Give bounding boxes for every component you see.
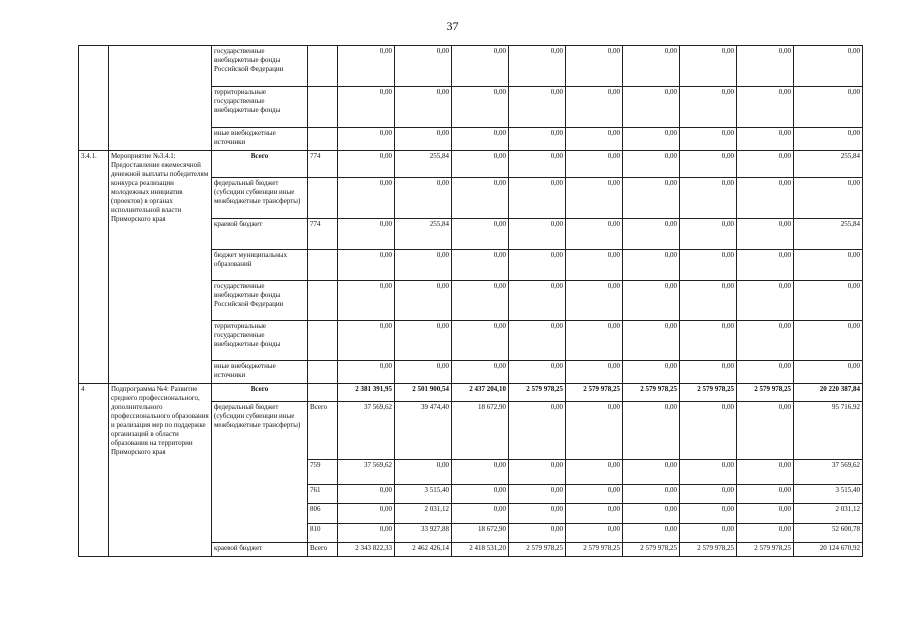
value-cell: 0,00	[737, 460, 794, 485]
value-cell: 0,00	[395, 361, 452, 384]
value-cell: 0,00	[509, 321, 566, 361]
value-cell: 0,00	[509, 87, 566, 128]
total-cell: 0,00	[794, 361, 863, 384]
value-cell: 0,00	[509, 524, 566, 543]
value-cell: 0,00	[566, 250, 623, 281]
code-cell	[308, 384, 338, 402]
value-cell: 0,00	[566, 460, 623, 485]
value-cell: 33 927,88	[395, 524, 452, 543]
value-cell: 0,00	[452, 250, 509, 281]
funding-source-cell: краевой бюджет	[212, 543, 308, 557]
total-cell: 0,00	[794, 250, 863, 281]
program-name-cell: Мероприятие №3.4.1: Предоставление ежемесячной денежной выплаты победителям конкурса реализации молодежных инициатив (проектов) в органах исполнительной власти Приморского края	[109, 151, 212, 384]
value-cell: 0,00	[680, 281, 737, 321]
value-cell: 0,00	[452, 321, 509, 361]
total-cell: 20 220 387,84	[794, 384, 863, 402]
value-cell: 0,00	[395, 460, 452, 485]
value-cell: 2 437 204,10	[452, 384, 509, 402]
value-cell: 0,00	[566, 87, 623, 128]
value-cell: 0,00	[566, 504, 623, 524]
value-cell: 0,00	[623, 219, 680, 250]
value-cell: 0,00	[338, 87, 395, 128]
code-cell: 774	[308, 151, 338, 178]
value-cell: 0,00	[566, 402, 623, 460]
value-cell: 0,00	[623, 524, 680, 543]
total-cell: 3 515,40	[794, 485, 863, 504]
value-cell: 0,00	[566, 281, 623, 321]
value-cell: 0,00	[509, 128, 566, 151]
value-cell: 2 418 531,20	[452, 543, 509, 557]
value-cell: 37 569,62	[338, 460, 395, 485]
value-cell: 0,00	[452, 87, 509, 128]
value-cell: 0,00	[338, 219, 395, 250]
value-cell: 0,00	[623, 128, 680, 151]
code-cell	[308, 321, 338, 361]
value-cell: 0,00	[452, 178, 509, 219]
code-cell	[308, 128, 338, 151]
value-cell: 0,00	[452, 219, 509, 250]
value-cell: 0,00	[680, 250, 737, 281]
funding-source-cell: Всего	[212, 151, 308, 178]
funding-source-cell: федеральный бюджет (субсидии субвенции иные межбюджетные трансферты)	[212, 402, 308, 543]
value-cell: 0,00	[737, 321, 794, 361]
value-cell: 0,00	[509, 402, 566, 460]
value-cell: 0,00	[509, 178, 566, 219]
program-name-cell	[109, 46, 212, 151]
value-cell: 0,00	[395, 128, 452, 151]
code-cell	[308, 178, 338, 219]
value-cell: 0,00	[452, 128, 509, 151]
value-cell: 0,00	[452, 485, 509, 504]
value-cell: 2 579 978,25	[623, 543, 680, 557]
code-cell: 761	[308, 485, 338, 504]
value-cell: 2 031,12	[395, 504, 452, 524]
value-cell: 2 501 900,54	[395, 384, 452, 402]
total-cell: 52 600,78	[794, 524, 863, 543]
program-name-cell: Подпрограмма №4: Развитие среднего профессионального, дополнительного профессионального образования и реализация мер по поддержке организаций в области образования на территории Приморского края	[109, 384, 212, 557]
value-cell: 0,00	[395, 321, 452, 361]
funding-source-cell: бюджет муниципальных образований	[212, 250, 308, 281]
value-cell: 0,00	[395, 46, 452, 87]
value-cell: 39 474,40	[395, 402, 452, 460]
value-cell: 0,00	[680, 46, 737, 87]
value-cell: 0,00	[680, 485, 737, 504]
value-cell: 0,00	[737, 128, 794, 151]
value-cell: 0,00	[509, 46, 566, 87]
value-cell: 0,00	[680, 321, 737, 361]
value-cell: 0,00	[338, 46, 395, 87]
total-cell: 0,00	[794, 321, 863, 361]
value-cell: 0,00	[623, 250, 680, 281]
value-cell: 37 569,62	[338, 402, 395, 460]
value-cell: 0,00	[680, 178, 737, 219]
table-row	[79, 151, 863, 178]
value-cell: 0,00	[737, 402, 794, 460]
code-cell: 806	[308, 504, 338, 524]
total-cell: 20 124 670,92	[794, 543, 863, 557]
code-cell	[308, 361, 338, 384]
funding-source-cell: краевой бюджет	[212, 219, 308, 250]
code-cell: Всего	[308, 402, 338, 460]
value-cell: 255,84	[395, 151, 452, 178]
value-cell: 0,00	[509, 219, 566, 250]
value-cell: 2 343 822,33	[338, 543, 395, 557]
value-cell: 0,00	[338, 178, 395, 219]
value-cell: 0,00	[566, 178, 623, 219]
total-cell: 0,00	[794, 128, 863, 151]
value-cell: 0,00	[680, 219, 737, 250]
value-cell: 0,00	[623, 460, 680, 485]
code-cell: 774	[308, 219, 338, 250]
value-cell: 0,00	[338, 504, 395, 524]
value-cell: 0,00	[566, 219, 623, 250]
value-cell: 0,00	[338, 321, 395, 361]
value-cell: 0,00	[395, 250, 452, 281]
value-cell: 0,00	[623, 361, 680, 384]
value-cell: 0,00	[452, 46, 509, 87]
code-cell: 810	[308, 524, 338, 543]
budget-table	[78, 45, 863, 557]
value-cell: 0,00	[509, 281, 566, 321]
value-cell: 0,00	[566, 46, 623, 87]
value-cell: 0,00	[509, 504, 566, 524]
value-cell: 0,00	[452, 361, 509, 384]
value-cell: 2 579 978,25	[509, 384, 566, 402]
value-cell: 2 462 426,14	[395, 543, 452, 557]
value-cell: 0,00	[509, 361, 566, 384]
value-cell: 0,00	[338, 361, 395, 384]
value-cell: 2 579 978,25	[623, 384, 680, 402]
funding-source-cell: государственные внебюджетные фонды Российской Федерации	[212, 281, 308, 321]
value-cell: 2 579 978,25	[566, 384, 623, 402]
value-cell: 0,00	[737, 87, 794, 128]
value-cell: 0,00	[680, 87, 737, 128]
value-cell: 0,00	[680, 524, 737, 543]
value-cell: 0,00	[566, 485, 623, 504]
table-row	[79, 46, 863, 87]
value-cell: 0,00	[338, 128, 395, 151]
value-cell: 0,00	[509, 151, 566, 178]
funding-source-cell: территориальные государственные внебюджетные фонды	[212, 87, 308, 128]
value-cell: 0,00	[737, 151, 794, 178]
value-cell: 0,00	[737, 361, 794, 384]
total-cell: 2 031,12	[794, 504, 863, 524]
value-cell: 0,00	[623, 321, 680, 361]
code-cell: 759	[308, 460, 338, 485]
value-cell: 2 381 391,95	[338, 384, 395, 402]
value-cell: 0,00	[566, 128, 623, 151]
page-number: 37	[446, 19, 459, 33]
value-cell: 0,00	[395, 178, 452, 219]
value-cell: 0,00	[566, 524, 623, 543]
value-cell: 0,00	[566, 361, 623, 384]
total-cell: 0,00	[794, 87, 863, 128]
code-cell	[308, 250, 338, 281]
value-cell: 0,00	[737, 250, 794, 281]
funding-source-cell: Всего	[212, 384, 308, 402]
value-cell: 0,00	[623, 87, 680, 128]
value-cell: 0,00	[737, 178, 794, 219]
value-cell: 2 579 978,25	[680, 384, 737, 402]
value-cell: 2 579 978,25	[737, 543, 794, 557]
value-cell: 0,00	[338, 250, 395, 281]
value-cell: 0,00	[680, 402, 737, 460]
value-cell: 0,00	[395, 87, 452, 128]
value-cell: 0,00	[737, 46, 794, 87]
total-cell: 0,00	[794, 178, 863, 219]
value-cell: 0,00	[623, 281, 680, 321]
value-cell: 0,00	[509, 460, 566, 485]
funding-source-cell: территориальные государственные внебюджетные фонды	[212, 321, 308, 361]
value-cell: 0,00	[338, 151, 395, 178]
value-cell: 0,00	[623, 485, 680, 504]
total-cell: 255,84	[794, 219, 863, 250]
value-cell: 18 672,90	[452, 402, 509, 460]
value-cell: 0,00	[680, 460, 737, 485]
value-cell: 0,00	[680, 361, 737, 384]
total-cell: 0,00	[794, 281, 863, 321]
funding-source-cell: иные внебюджетные источники	[212, 128, 308, 151]
value-cell: 0,00	[452, 504, 509, 524]
value-cell: 0,00	[737, 524, 794, 543]
value-cell: 0,00	[338, 524, 395, 543]
value-cell: 0,00	[680, 151, 737, 178]
value-cell: 0,00	[452, 151, 509, 178]
value-cell: 0,00	[623, 151, 680, 178]
code-cell	[308, 87, 338, 128]
table-row	[79, 384, 863, 402]
code-cell	[308, 46, 338, 87]
value-cell: 0,00	[623, 178, 680, 219]
value-cell: 0,00	[623, 402, 680, 460]
funding-source-cell: государственные внебюджетные фонды Российской Федерации	[212, 46, 308, 87]
value-cell: 0,00	[737, 504, 794, 524]
value-cell: 0,00	[452, 460, 509, 485]
value-cell: 0,00	[680, 128, 737, 151]
value-cell: 0,00	[623, 504, 680, 524]
funding-source-cell: федеральный бюджет (субсидии субвенции иные межбюджетные трансферты)	[212, 178, 308, 219]
value-cell: 0,00	[452, 281, 509, 321]
value-cell: 0,00	[509, 250, 566, 281]
value-cell: 2 579 978,25	[737, 384, 794, 402]
value-cell: 0,00	[395, 281, 452, 321]
total-cell: 0,00	[794, 46, 863, 87]
value-cell: 0,00	[623, 46, 680, 87]
value-cell: 0,00	[338, 281, 395, 321]
value-cell: 0,00	[566, 321, 623, 361]
total-cell: 255,84	[794, 151, 863, 178]
value-cell: 0,00	[566, 151, 623, 178]
value-cell: 0,00	[737, 219, 794, 250]
value-cell: 0,00	[737, 485, 794, 504]
row-number-cell	[79, 46, 109, 151]
value-cell: 0,00	[509, 485, 566, 504]
value-cell: 18 672,90	[452, 524, 509, 543]
value-cell: 2 579 978,25	[680, 543, 737, 557]
value-cell: 0,00	[737, 281, 794, 321]
row-number-cell: 3.4.1.	[79, 151, 109, 384]
code-cell: Всего	[308, 543, 338, 557]
value-cell: 3 515,40	[395, 485, 452, 504]
value-cell: 255,84	[395, 219, 452, 250]
value-cell: 0,00	[680, 504, 737, 524]
row-number-cell: 4	[79, 384, 109, 557]
funding-source-cell: иные внебюджетные источники	[212, 361, 308, 384]
value-cell: 2 579 978,25	[509, 543, 566, 557]
value-cell: 0,00	[338, 485, 395, 504]
total-cell: 95 716,92	[794, 402, 863, 460]
code-cell	[308, 281, 338, 321]
value-cell: 2 579 978,25	[566, 543, 623, 557]
total-cell: 37 569,62	[794, 460, 863, 485]
